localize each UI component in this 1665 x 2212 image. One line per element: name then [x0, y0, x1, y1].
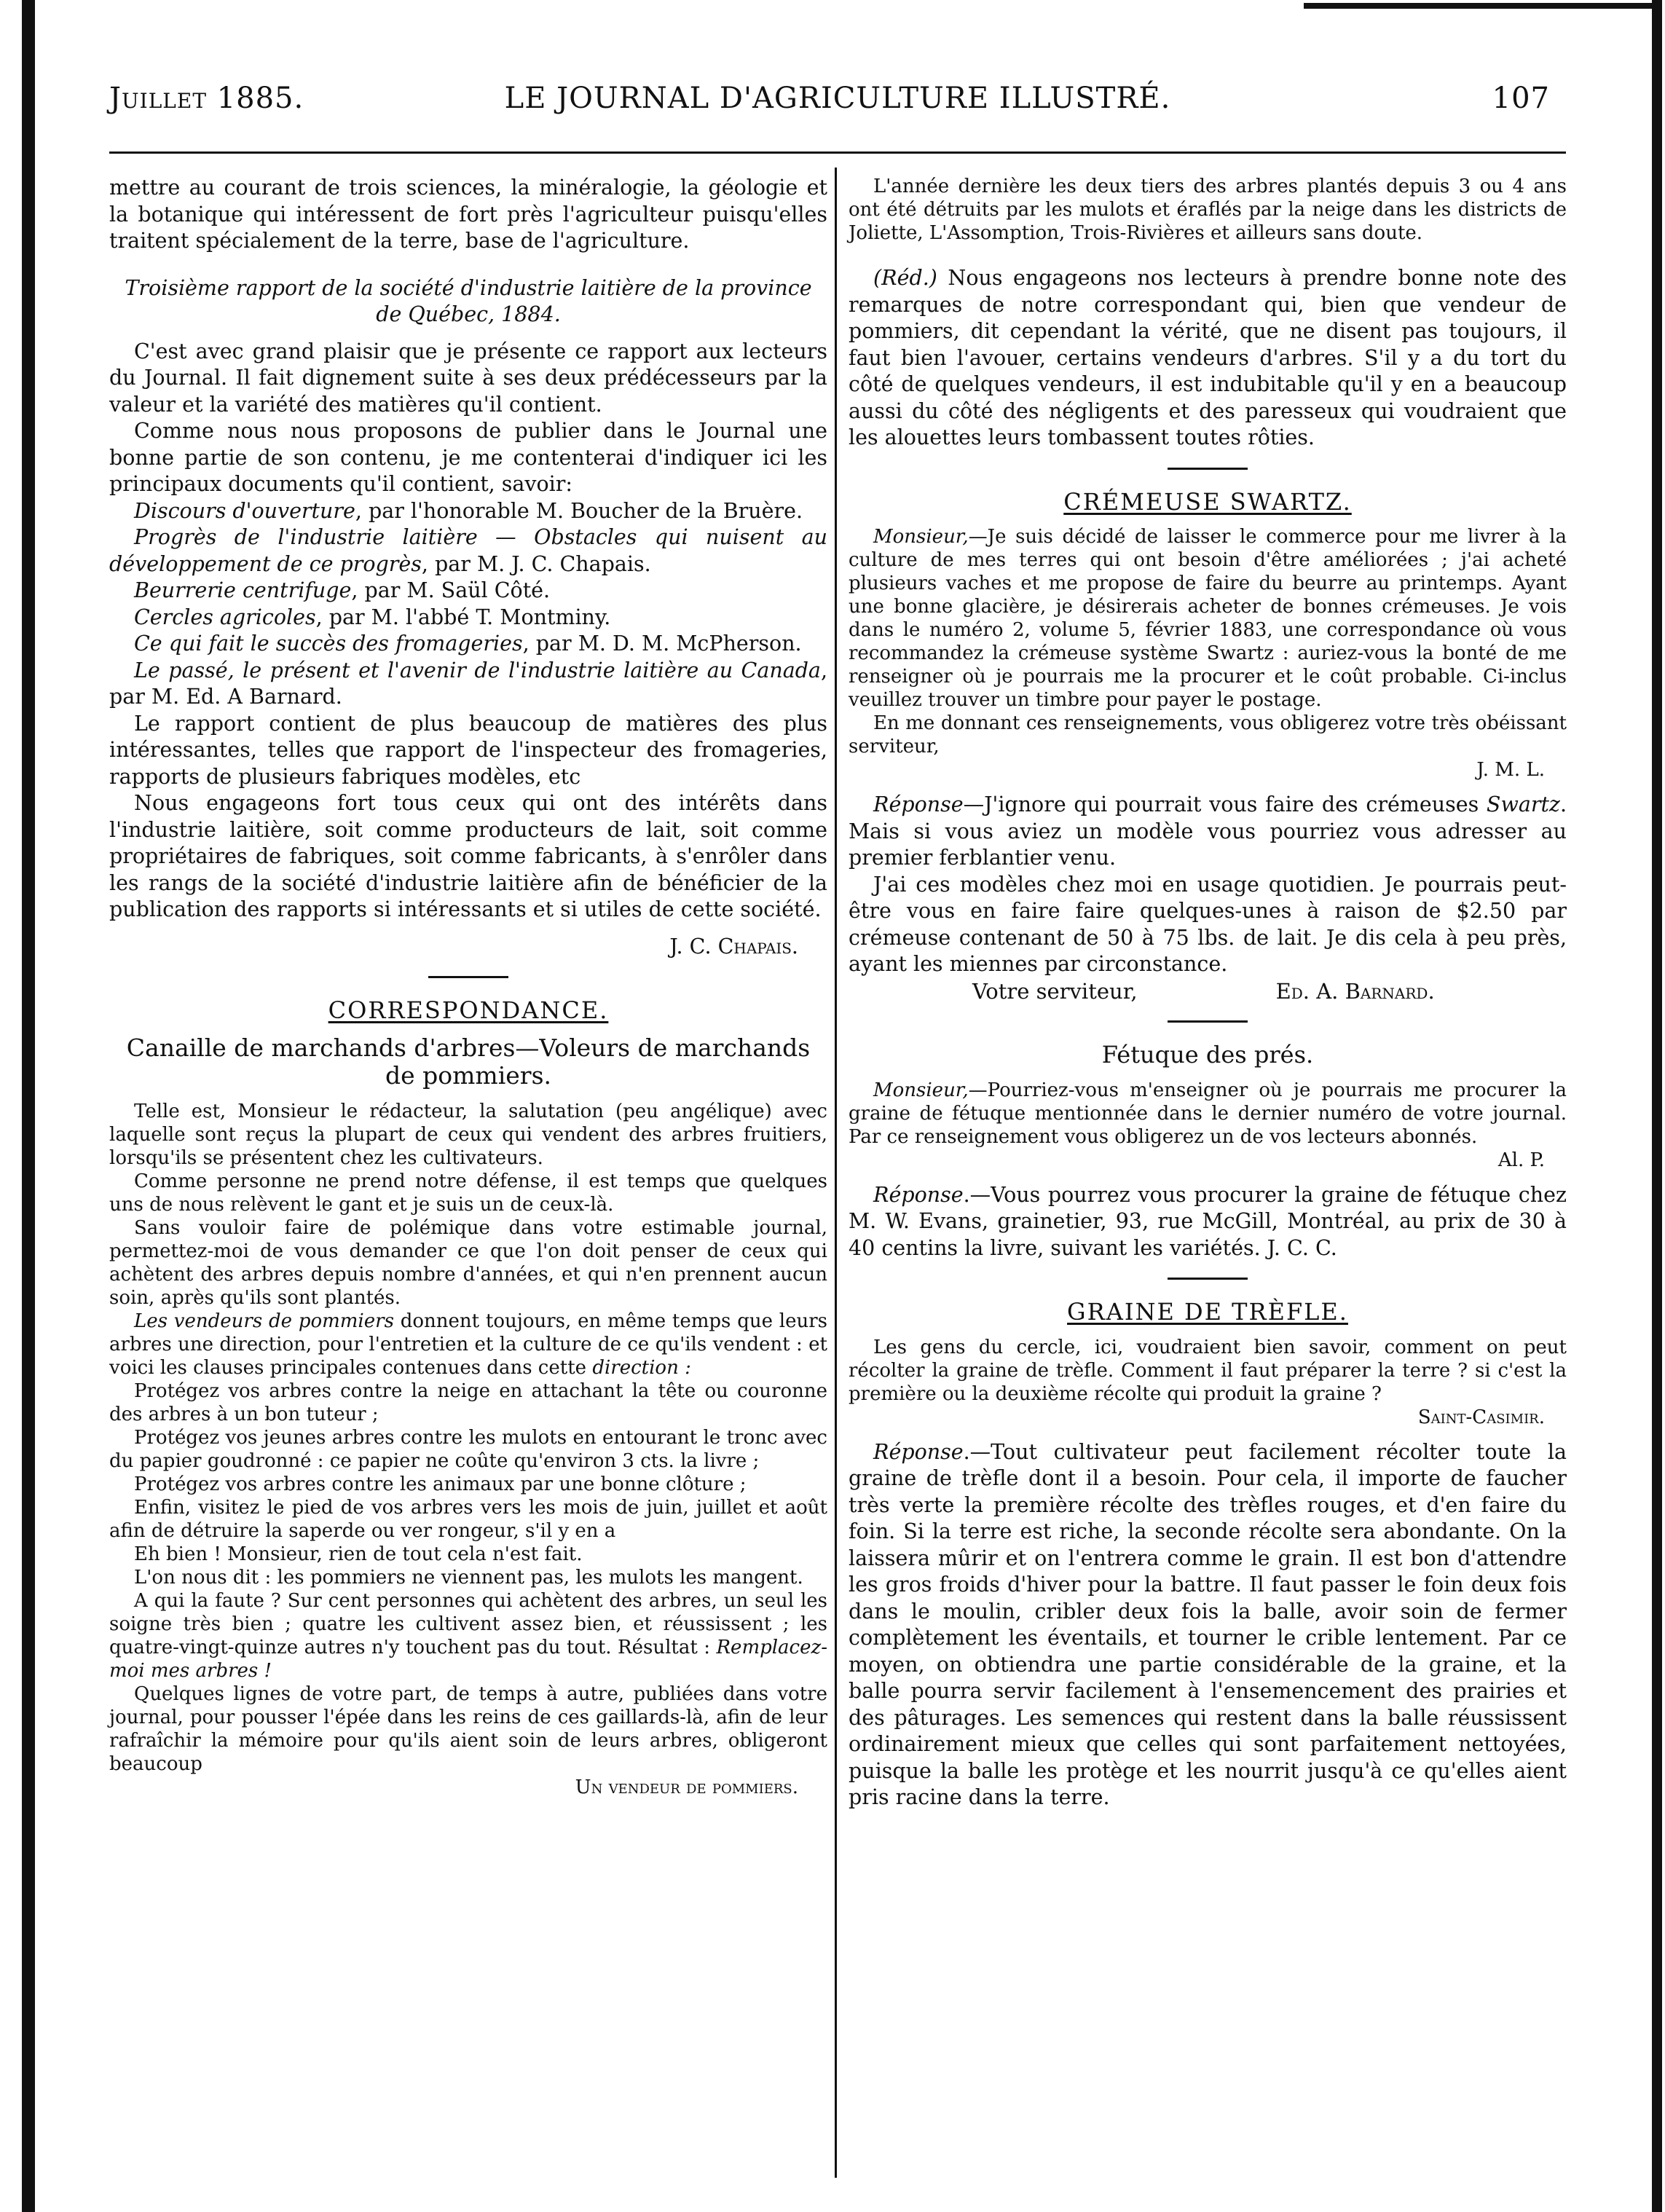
text: —Je suis décidé de laisser le commerce pour me livrer à la culture de mes terres qui ont besoin d'être améliorées ; j'ai acheté plusieurs vaches et me propose de faire du beurre au printemps. Ayant une bonne glacière, je désirerais acheter de bonnes crémeuses. Je vois dans le numéro 2, volume 5, février 1883, une correspondance où vous recommandez la crémeuse système Swartz : auriez-vous la bonté de me renseigner où je pourrais me la procurer et le coût probable. Ci-inclus veuillez trouver un timbre pour payer le postage. — [849, 526, 1567, 711]
paragraph — [849, 1182, 1567, 1262]
paragraph: Telle est, Monsieur le rédacteur, la salutation (peu angélique) avec laquelle sont reçus la plupart de ceux qui vendent des arbres fruitiers, lorsqu'ils se présentent chez les cultivateurs. — [109, 1100, 827, 1169]
paragraph: Comme nous nous proposons de publier dans le Journal une bonne partie de son contenu, je me contenterai d'indiquer ici les principaux documents qu'il contient, savoir: — [109, 419, 827, 496]
section-title-fetuque: Fétuque des prés. — [1101, 1041, 1314, 1068]
closing-line — [849, 978, 1567, 1005]
rapport-title: Troisième rapport de la société d'industrie laitière de la province de Québec, 1884. — [125, 275, 812, 326]
document-title: Discours d'ouverture — [134, 498, 355, 523]
document-item — [109, 631, 827, 658]
section-rule — [1168, 1020, 1248, 1023]
signature: Ed. A. Barnard. — [1275, 978, 1435, 1004]
left-binding-bar — [22, 0, 35, 2212]
right-edge-bar — [1652, 0, 1662, 2212]
text: .—Tout cultivateur peut facilement récolter toute la graine de trèfle dont il a besoin. Pour cela, il importe de faucher très verte la première récolte des trèfles rouges, et d'en faire du foin. Si la terre est riche, la seconde récolte sera abondante. On la laissera mûrir et on l'entrera comme le grain. Il est bon d'attendre les gros froids d'hiver pour la battre. Il faut passer le foin deux fois dans le moulin, cribler deux fois la balle, avoir soin de fermer complètement les éventails, et tourner le crible lentement. Par ce moyen, on obtiendra une partie considérable de la graine, et la balle pourra servir facilement à l'ensemencement des prairies et des pâturages. Les semences qui restent dans la balle réussissent ordinairement mieux que celles qui sont parfaitement nettoyées, puisque la balle les protège et les nourrit jusqu'à ce qu'elles aient pris racine dans la terre. — [849, 1439, 1567, 1809]
left-column — [109, 175, 827, 1799]
page-number: 107 — [1492, 82, 1550, 115]
paragraph — [109, 1310, 827, 1379]
document-author: , par l'honorable M. Boucher de la Bruère. — [355, 498, 803, 523]
section-subtitle: Canaille de marchands d'arbres—Voleurs de marchands de pommiers. — [126, 1033, 811, 1090]
document-title: Progrès de l'industrie laitière — Obstacles qui nuisent au développement de ce progrès — [109, 525, 827, 576]
paragraph — [849, 525, 1567, 712]
reponse-label: Réponse — [873, 792, 964, 816]
text: donnent toujours, en même temps que leurs arbres une direction, pour l'entretien et la culture de ce qu'ils vendent : et voici les clauses principales contenues dans cette — [109, 1310, 828, 1379]
closing-phrase: Votre serviteur, — [972, 978, 1138, 1004]
letter-body — [849, 1079, 1567, 1172]
paragraph: Protégez vos jeunes arbres contre les mulots en entourant le tronc avec du papier goudronné : ce papier ne coûte qu'environ 3 cts. la livre ; — [109, 1426, 827, 1472]
paragraph: Le rapport contient de plus beaucoup de matières des plus intéressantes, telles que rapport de l'inspecteur des fromageries, rapports de plusieurs fabriques modèles, etc — [109, 711, 827, 789]
paragraph: Eh bien ! Monsieur, rien de tout cela n'est fait. — [134, 1543, 583, 1565]
paragraph: Quelques lignes de votre part, de temps à autre, publiées dans votre journal, pour pousser l'épée dans les reins de ces gaillards-là, afin de leur rafraîchir la mémoire pour qu'ils aient soin de leurs arbres, obligeront beaucoup — [109, 1682, 827, 1775]
page-header — [109, 82, 1566, 125]
letter-body — [109, 1100, 827, 1799]
document-item — [109, 578, 827, 605]
section-title-trefle: GRAINE DE TRÈFLE. — [1067, 1298, 1348, 1326]
paragraph: Enfin, visitez le pied de vos arbres vers les mois de juin, juillet et août afin de détruire la saperde ou ver rongeur, s'il y en a — [109, 1496, 827, 1542]
signature: Un vendeur de pommiers. — [575, 1776, 798, 1798]
paragraph — [849, 1439, 1567, 1811]
salutation: Monsieur, — [873, 1079, 969, 1101]
emphasis: Swartz — [1486, 792, 1560, 816]
text: A qui la faute ? Sur cent personnes qui achètent des arbres, un seul les soigne très bien ; quatre les cultivent assez bien, et réussissent ; les quatre-vingt-quinze autres n'y touchent pas du tout. Résultat : — [109, 1589, 827, 1658]
section-rule — [428, 976, 508, 978]
header-title: LE JOURNAL D'AGRICULTURE ILLUSTRÉ. — [504, 82, 1171, 115]
paragraph — [849, 265, 1567, 452]
text: Nous engageons nos lecteurs à prendre bonne note des remarques de notre correspondant qui, bien que vendeur de pommiers, dit cependant la vérité, que ne disent pas toujours, il faut bien l'avouer, certains vendeurs d'arbres. S'il y a du tort du côté de quelques vendeurs, il est indubitable qu'il y en a beaucoup aussi du côté des négligents et des paresseux qui voudraient que les alouettes leurs tombassent toutes rôties. — [849, 266, 1567, 449]
signature: J. C. Chapais. — [669, 934, 798, 959]
header-rule — [109, 151, 1566, 154]
right-column — [849, 175, 1567, 1811]
section-title-cremeuse: CRÉMEUSE SWARTZ. — [1063, 487, 1352, 516]
paragraph: Les gens du cercle, ici, voudraient bien savoir, comment on peut récolter la graine de trèfle. Comment il faut préparer la terre ? si c'est la première ou la deuxième récolte qui produit la graine ? — [849, 1336, 1567, 1405]
paragraph: L'on nous dit : les pommiers ne viennent pas, les mulots les mangent. — [134, 1566, 803, 1589]
text: . Mais si vous aviez un modèle vous pourriez vous adresser au premier ferblantier venu. — [849, 792, 1567, 870]
paragraph: Protégez vos arbres contre la neige en attachant la tête ou couronne des arbres à un bon tuteur ; — [109, 1379, 827, 1425]
paragraph: L'année dernière les deux tiers des arbres plantés depuis 3 ou 4 ans ont été détruits par les mulots et éraflés par la neige dans les districts de Joliette, L'Assomption, Trois-Rivières et ailleurs sans doute. — [849, 176, 1567, 244]
emphasis: Les vendeurs de pommiers — [134, 1310, 394, 1332]
signature: J. M. L. — [1476, 759, 1545, 781]
editor-label: (Réd.) — [873, 266, 937, 290]
document-title: Le passé, le présent et l'avenir de l'industrie laitière au Canada — [134, 658, 821, 682]
document-author: , par M. Ed. A Barnard. — [109, 658, 827, 709]
document-title: Cercles agricoles — [134, 605, 316, 629]
text: .—Vous pourrez vous procurer la graine de fétuque chez M. W. Evans, grainetier, 93, rue McGill, Montréal, au prix de 30 à 40 centins la livre, suivant les variétés. J. C. C. — [849, 1182, 1567, 1260]
paragraph: En me donnant ces renseignements, vous obligerez votre très obéissant serviteur, — [849, 712, 1567, 757]
section-rule — [1168, 468, 1248, 470]
signature: Saint-Casimir. — [1417, 1406, 1545, 1428]
document-title: Ce qui fait le succès des fromageries — [134, 631, 523, 656]
emphasis: Remplacez-moi mes arbres ! — [109, 1636, 827, 1682]
paragraph: Protégez vos arbres contre les animaux par une bonne clôture ; — [134, 1473, 747, 1495]
document-author: , par M. J. C. Chapais. — [421, 551, 651, 576]
header-date: Juillet 1885. — [109, 82, 304, 115]
paragraph — [849, 1079, 1567, 1149]
document-item — [109, 658, 827, 711]
paragraph: Sans vouloir faire de polémique dans votre estimable journal, permettez-moi de vous demander ce que l'on doit penser de ceux qui achètent des arbres depuis nombre d'années, et qui n'en prennent aucun soin, après qu'ils sont plantés. — [109, 1216, 827, 1309]
document-author: , par M. Saül Côté. — [351, 578, 551, 602]
reponse-label: Réponse — [873, 1439, 964, 1464]
letter-body — [849, 525, 1567, 782]
paragraph — [109, 1589, 827, 1682]
top-rule — [1304, 3, 1653, 9]
signature: Al. P. — [1497, 1149, 1545, 1171]
document-item — [109, 605, 827, 631]
letter-body — [849, 1336, 1567, 1429]
column-divider — [835, 168, 837, 2178]
paragraph: C'est avec grand plaisir que je présente ce rapport aux lecteurs du Journal. Il fait dignement suite à ses deux prédécesseurs par la valeur et la variété des matières qu'il contient. — [109, 339, 827, 417]
document-author: , par M. D. M. McPherson. — [522, 631, 802, 656]
reponse-label: Réponse — [873, 1182, 964, 1207]
paragraph: mettre au courant de trois sciences, la minéralogie, la géologie et la botanique qui intéressent de fort près l'agriculteur puisqu'elles traitent spécialement de la terre, base de l'agriculture. — [109, 176, 827, 253]
text: —J'ignore qui pourrait vous faire des crémeuses — [963, 792, 1487, 816]
document-author: , par M. l'abbé T. Montminy. — [315, 605, 611, 629]
document-item — [109, 498, 827, 525]
text: —Pourriez-vous m'enseigner où je pourrais me procurer la graine de fétuque mentionnée dans le dernier numéro de votre journal. Par ce renseignement vous obligerez un de vos lecteurs abonnés. — [849, 1079, 1567, 1148]
section-rule — [1168, 1278, 1248, 1280]
paragraph: Nous engageons fort tous ceux qui ont des intérêts dans l'industrie laitière, soit comme producteurs de lait, soit comme propriétaires de fabriques, soit comme fabricants, à s'enrôler dans les rangs de la société d'industrie laitière afin de bénéficier de la publication des rapports si intéressants et si utiles de cette société. — [109, 791, 827, 921]
section-title-correspondance: CORRESPONDANCE. — [328, 996, 609, 1024]
paragraph: Comme personne ne prend notre défense, il est temps que quelques uns de nous relèvent le gant et je suis un de ceux-là. — [109, 1170, 827, 1216]
paragraph: J'ai ces modèles chez moi en usage quotidien. Je pourrais peut-être vous en faire faire quelques-unes à raison de $2.50 par crémeuse contenant de 50 à 75 lbs. de lait. Je dis cela à peu près, ayant les miennes par circonstance. — [849, 872, 1567, 976]
salutation: Monsieur, — [873, 526, 969, 548]
document-title: Beurrerie centrifuge — [134, 578, 352, 602]
paragraph — [849, 792, 1567, 872]
document-item — [109, 524, 827, 578]
emphasis: direction : — [592, 1356, 691, 1379]
